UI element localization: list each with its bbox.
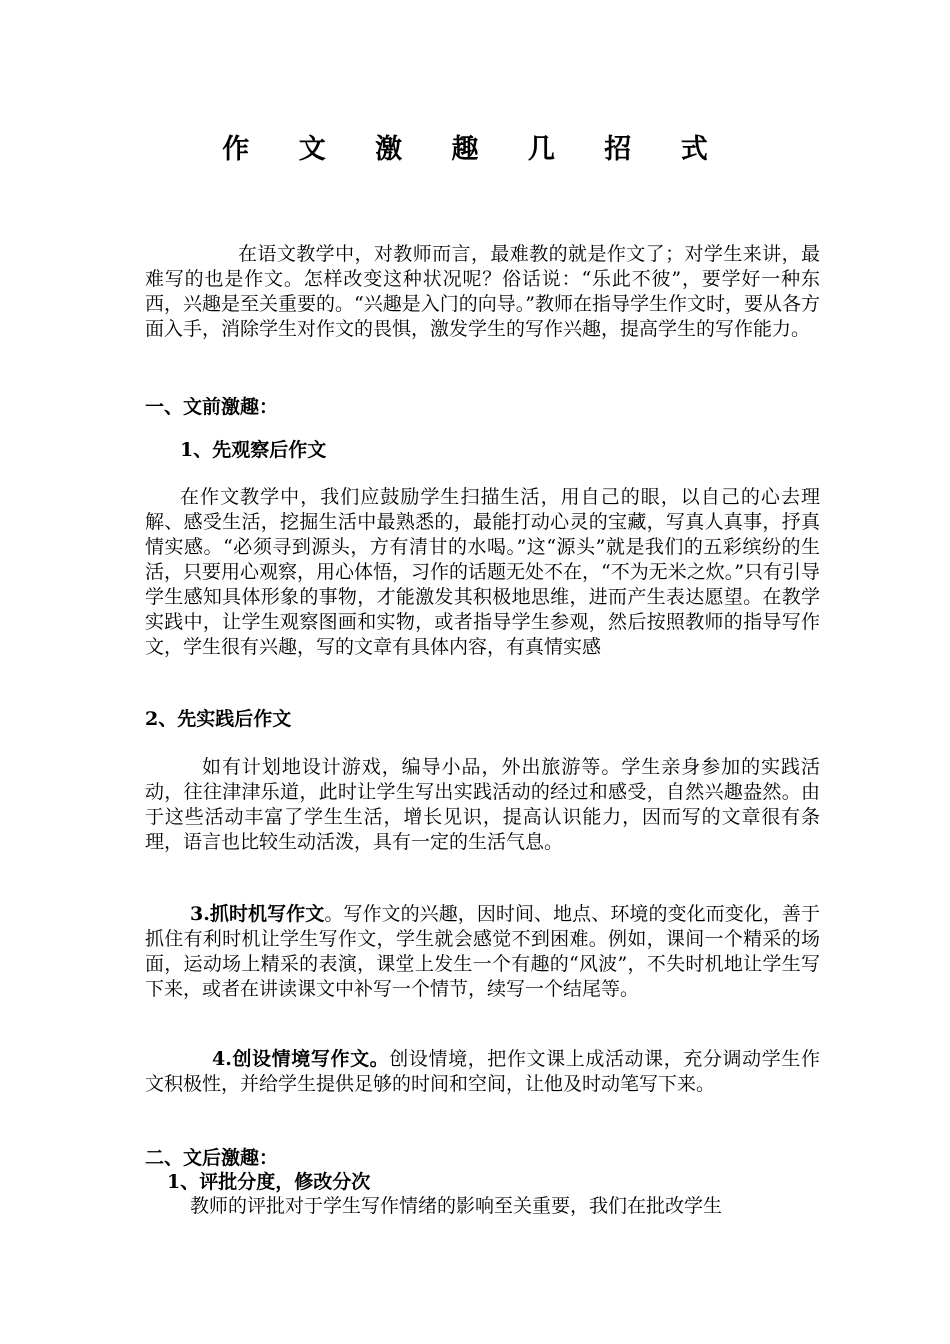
intro-paragraph: 在语文教学中，对教师而言，最难教的就是作文了；对学生来讲，最难写的也是作文。怎样改变这种状况呢？俗话说：“乐此不彼”，要学好一种东西，兴趣是至关重要的。“兴趣是入门的向导。”教师在指导学生作文时，要从各方面入手，消除学生对作文的畏惧，激发学生的写作兴趣，提高学生的写作能力。 bbox=[145, 243, 820, 340]
section-1-item-3-paragraph bbox=[145, 902, 820, 1002]
section-2-item-1-heading: 1、评批分度，修改分次 bbox=[167, 1171, 371, 1193]
document-title: 作 文 激 趣 几 招 式 bbox=[222, 134, 728, 165]
section-1-item-4-heading: 4.创设情境写作文。 bbox=[212, 1048, 390, 1070]
section-1-heading: 一、文前激趣： bbox=[145, 396, 279, 418]
section-2-item-1-text: 教师的评批对于学生写作情绪的影响至关重要，我们在批改学生 bbox=[190, 1195, 723, 1217]
section-1-item-2-text: 如有计划地设计游戏，编导小品，外出旅游等。学生亲身参加的实践活动，往往津津乐道，此时让学生写出实践活动的经过和感受，自然兴趣盎然。由于这些活动丰富了学生生活，增长见识，提高认识能力，因而写的文章很有条理，语言也比较生动活泼，具有一定的生活气息。 bbox=[145, 756, 820, 853]
section-1-item-4-text: 创设情境，把作文课上成活动课，充分调动学生作文积极性，并给学生提供足够的时间和空间，让他及时动笔写下来。 bbox=[145, 1048, 820, 1095]
section-1-item-1-heading: 1、先观察后作文 bbox=[180, 439, 327, 461]
section-1-item-2-heading: 2、先实践后作文 bbox=[145, 708, 292, 730]
section-1-item-4-paragraph bbox=[145, 1047, 820, 1097]
section-1-item-3-heading: 3.抓时机写作文 bbox=[190, 903, 325, 925]
section-1-item-1-text: 在作文教学中，我们应鼓励学生扫描生活，用自己的眼，以自己的心去理解、感受生活，挖掘生活中最熟悉的，最能打动心灵的宝藏，写真人真事，抒真情实感。“必须寻到源头，方有清甘的水喝。”这“源头”就是我们的五彩缤纷的生活，只要用心观察，用心体悟，习作的话题无处不在，“不为无米之炊。”只有引导学生感知具体形象的事物，才能激发其积极地思维，进而产生表达愿望。在教学实践中，让学生观察图画和实物，或者指导学生参观，然后按照教师的指导写作文，学生很有兴趣，写的文章有具体内容，有真情实感 bbox=[145, 486, 820, 658]
section-2-heading: 二、文后激趣： bbox=[145, 1147, 279, 1169]
section-1-item-3-text: 。写作文的兴趣，因时间、地点、环境的变化而变化，善于抓住有利时机让学生写作文，学生就会感觉不到困难。例如，课间一个精采的场面，运动场上精采的表演，课堂上发生一个有趣的“风波”，不失时机地让学生写下来，或者在讲读课文中补写一个情节，续写一个结尾等。 bbox=[145, 903, 820, 1000]
